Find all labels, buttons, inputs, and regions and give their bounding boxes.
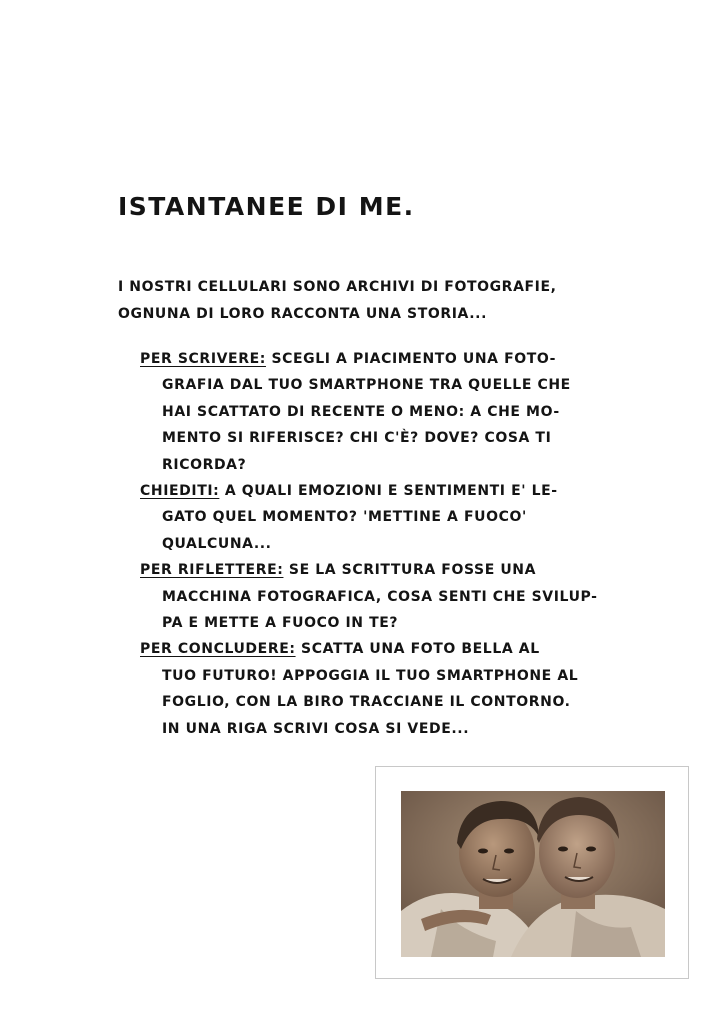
prompt-line: GATO QUEL MOMENTO? 'METTINE A FUOCO' xyxy=(162,509,527,526)
prompt-line: IN UNA RIGA SCRIVI COSA SI VEDE... xyxy=(162,720,470,737)
prompt-first-line xyxy=(140,346,610,372)
prompt-line: GRAFIA DAL TUO SMARTPHONE TRA QUELLE CHE xyxy=(162,377,571,394)
prompt-list xyxy=(140,346,610,742)
intro-line: OGNUNA DI LORO RACCONTA UNA STORIA... xyxy=(118,306,488,322)
prompt-first-line xyxy=(140,636,610,662)
prompt-line: PA E METTE A FUOCO IN TE? xyxy=(162,615,399,632)
prompt-line: MENTO SI RIFERISCE? CHI C'È? DOVE? COSA TI xyxy=(162,430,552,447)
prompt-text: A QUALI EMOZIONI E SENTIMENTI E' LE- xyxy=(219,483,558,500)
intro-paragraph xyxy=(118,274,588,328)
prompt-chiediti xyxy=(140,478,610,557)
prompt-line: HAI SCATTATO DI RECENTE O MENO: A CHE MO- xyxy=(162,403,560,420)
prompt-per-riflettere xyxy=(140,557,610,636)
page-title: ISTANTANEE DI ME. xyxy=(118,192,415,221)
prompt-line: QUALCUNA... xyxy=(162,535,272,552)
vintage-photo-two-men xyxy=(401,791,665,957)
prompt-line: MACCHINA FOTOGRAFICA, COSA SENTI CHE SVILUP- xyxy=(162,588,598,605)
prompt-line: TUO FUTURO! APPOGGIA IL TUO SMARTPHONE AL xyxy=(162,667,579,684)
prompt-first-line xyxy=(140,557,610,583)
prompt-first-line xyxy=(140,478,610,504)
photo-frame xyxy=(375,766,689,979)
intro-line: I NOSTRI CELLULARI SONO ARCHIVI DI FOTOGRAFIE, xyxy=(118,279,557,295)
prompt-per-concludere xyxy=(140,636,610,742)
prompt-keyword: PER CONCLUDERE: xyxy=(140,641,296,658)
prompt-keyword: PER SCRIVERE: xyxy=(140,351,266,367)
prompt-line: FOGLIO, CON LA BIRO TRACCIANE IL CONTORNO. xyxy=(162,694,571,711)
prompt-line: RICORDA? xyxy=(162,456,247,473)
prompt-text: SCEGLI A PIACIMENTO UNA FOTO- xyxy=(265,351,557,367)
prompt-per-scrivere xyxy=(140,346,610,478)
prompt-keyword: CHIEDITI: xyxy=(140,483,220,500)
prompt-keyword: PER RIFLETTERE: xyxy=(140,562,284,579)
prompt-text: SCATTA UNA FOTO BELLA AL xyxy=(295,641,540,658)
prompt-text: SE LA SCRITTURA FOSSE UNA xyxy=(283,562,537,579)
